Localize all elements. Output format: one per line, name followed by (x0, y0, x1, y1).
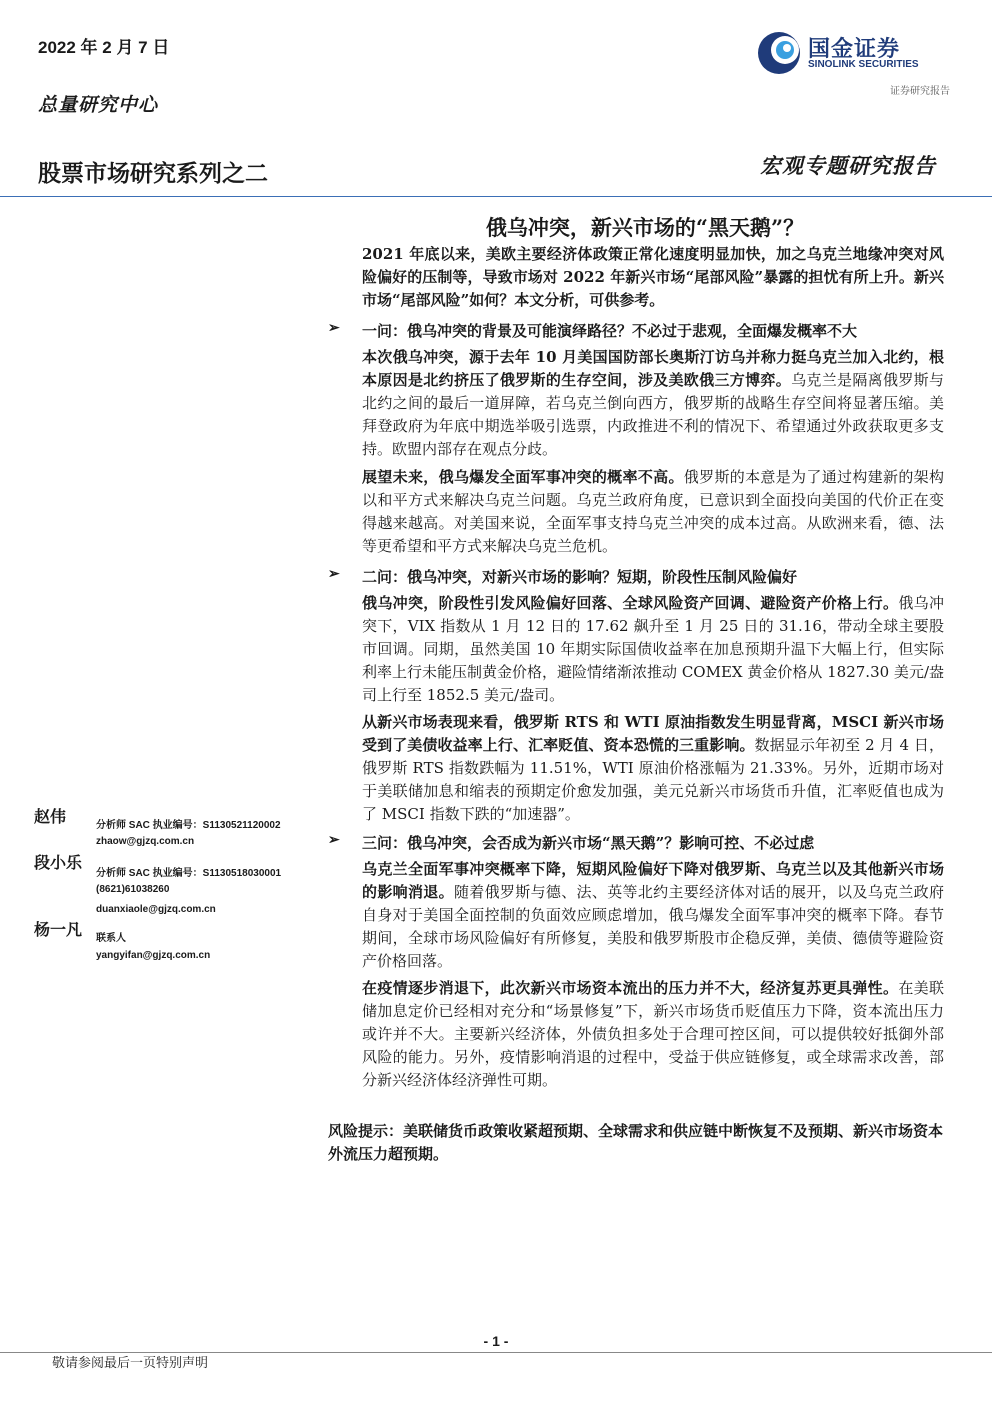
paragraph-lead: 从新兴市场表现来看，俄罗斯 RTS 和 WTI 原油指数发生明显背离，MSCI 新兴市场受到了美债收益率上行、汇率贬值、资本恐慌的三重影响。 (362, 713, 944, 754)
analyst-email: zhaow@gjzq.com.cn (96, 836, 195, 847)
paragraph-text: 乌克兰是隔离俄罗斯与北约之间的最后一道屏障，若乌克兰倒向西方，俄罗斯的战略生存空间将显著压缩。美拜登政府为年底中期选举吸引选票，内政推进不利的情况下、希望通过外政获取更多支持。欧盟内部存在观点分歧。 (362, 371, 944, 458)
analyst-name: 杨一凡 (34, 920, 83, 939)
analyst-credential: 分析师 SAC 执业编号：S1130521120002 (96, 820, 281, 831)
bullet-arrow-icon: ➢ (328, 566, 340, 582)
paragraph-lead: 俄乌冲突，阶段性引发风险偏好回落、全球风险资产回调、避险资产价格上行。 (362, 594, 899, 612)
analyst-email: duanxiaole@gjzq.com.cn (96, 904, 216, 915)
header-divider (0, 196, 992, 197)
section-paragraph (362, 711, 944, 826)
paragraph-lead: 在疫情逐步消退下，此次新兴市场资本流出的压力并不大，经济复苏更具弹性。 (362, 979, 899, 997)
section-heading: 二问：俄乌冲突，对新兴市场的影响？短期，阶段性压制风险偏好 (362, 568, 798, 586)
section-paragraph (362, 466, 944, 558)
analyst-phone: (8621)61038260 (96, 884, 170, 895)
logo-mark-icon (756, 30, 802, 76)
section-paragraph (362, 858, 944, 973)
paragraph-text: 随着俄罗斯与德、法、英等北约主要经济体对话的展开，以及乌克兰政府自身对于美国全面控制的负面效应顾虑增加，俄乌爆发全面军事冲突的概率下降。春节期间，全球市场风险偏好有所修复，美股和俄罗斯股市企稳反弹，美债、德债等避险资产价格回落。 (362, 883, 944, 970)
report-type: 宏观专题研究报告 (760, 153, 936, 178)
page-number: - 1 - (483, 1333, 509, 1349)
report-date: 2022 年 2 月 7 日 (38, 38, 170, 57)
bullet-arrow-icon: ➢ (328, 320, 340, 336)
company-logo (756, 30, 956, 78)
intro-paragraph: 2021 年底以来，美欧主要经济体政策正常化速度明显加快，加之乌克兰地缘冲突对风险偏好的压制等，导致市场对 2022 年新兴市场“尾部风险”暴露的担忧有所上升。新兴市场“尾部风险”如何？本文分析，可供参考。 (362, 245, 944, 309)
section-heading: 一问：俄乌冲突的背景及可能演绎路径？不必过于悲观，全面爆发概率不大 (362, 322, 858, 340)
analyst-email: yangyifan@gjzq.com.cn (96, 950, 211, 961)
report-title: 俄乌冲突，新兴市场的“黑天鹅”？ (485, 215, 805, 240)
analyst-name: 段小乐 (34, 853, 83, 872)
paragraph-text: 俄罗斯的本意是为了通过构建新的架构以和平方式来解决乌克兰问题。乌克兰政府角度，已意识到全面投向美国的代价正在变得越来越高。对美国来说，全面军事支持乌克兰冲突的成本过高。从欧洲来看，德、法等更希望和平方式来解决乌克兰危机。 (362, 468, 944, 555)
document-type: 证券研究报告 (890, 86, 950, 97)
logo-chinese-text: 国金证券 (808, 36, 901, 61)
series-title: 股票市场研究系列之二 (38, 160, 268, 186)
paragraph-text: 在美联储加息定价已经相对充分和“场景修复”下，新兴市场货币贬值压力下降，资本流出压力或许并不大。主要新兴经济体，外债负担多处于合理可控区间，可以提供较好抵御外部风险的能力。另外，疫情影响消退的过程中，受益于供应链修复，或全球需求改善，部分新兴经济体经济弹性可期。 (362, 979, 944, 1089)
section-paragraph (362, 346, 944, 461)
analyst-role: 联系人 (96, 933, 126, 944)
logo-english-text: SINOLINK SECURITIES (808, 59, 919, 70)
section-paragraph (362, 977, 944, 1092)
section-paragraph (362, 592, 944, 707)
risk-warning: 风险提示：美联储货币政策收紧超预期、全球需求和供应链中断恢复不及预期、新兴市场资本外流压力超预期。 (328, 1122, 944, 1163)
paragraph-text: 俄乌冲突下，VIX 指数从 1 月 12 日的 17.62 飙升至 1 月 25 日的 31.16，带动全球主要股市回调。同期，虽然美国 10 年期实际国债收益率在加息预期升温下大幅上行，但实际利率上行未能压制黄金价格，避险情绪渐浓推动 COMEX 黄金价格从 1827.30 美元/盎司上行至 1852.5 美元/盎司。 (362, 594, 944, 704)
analyst-name: 赵伟 (34, 807, 67, 826)
bullet-arrow-icon: ➢ (328, 832, 340, 848)
section-heading: 三问：俄乌冲突，会否成为新兴市场“黑天鹅”？影响可控、不必过虑 (362, 834, 815, 852)
paragraph-text: 数据显示年初至 2 月 4 日，俄罗斯 RTS 指数跌幅为 11.51%，WTI 原油价格涨幅为 21.33%。另外，近期市场对于美联储加息和缩表的预期定价愈发加强，美元兑新兴市场货币升值，汇率贬值也成为了 MSCI 指数下跌的“加速器”。 (362, 736, 944, 823)
analyst-credential: 分析师 SAC 执业编号：S1130518030001 (96, 868, 282, 879)
paragraph-lead: 展望未来，俄乌爆发全面军事冲突的概率不高。 (362, 468, 684, 486)
paragraph-lead: 本次俄乌冲突，源于去年 10 月美国国防部长奥斯汀访乌并称力挺乌克兰加入北约，根本原因是北约挤压了俄罗斯的生存空间，涉及美欧俄三方博弈。 (362, 348, 944, 389)
department-name: 总量研究中心 (38, 94, 159, 116)
paragraph-lead: 乌克兰全面军事冲突概率下降，短期风险偏好下降对俄罗斯、乌克兰以及其他新兴市场的影响消退。 (362, 860, 944, 901)
footer-disclaimer: 敬请参阅最后一页特别声明 (52, 1356, 209, 1371)
